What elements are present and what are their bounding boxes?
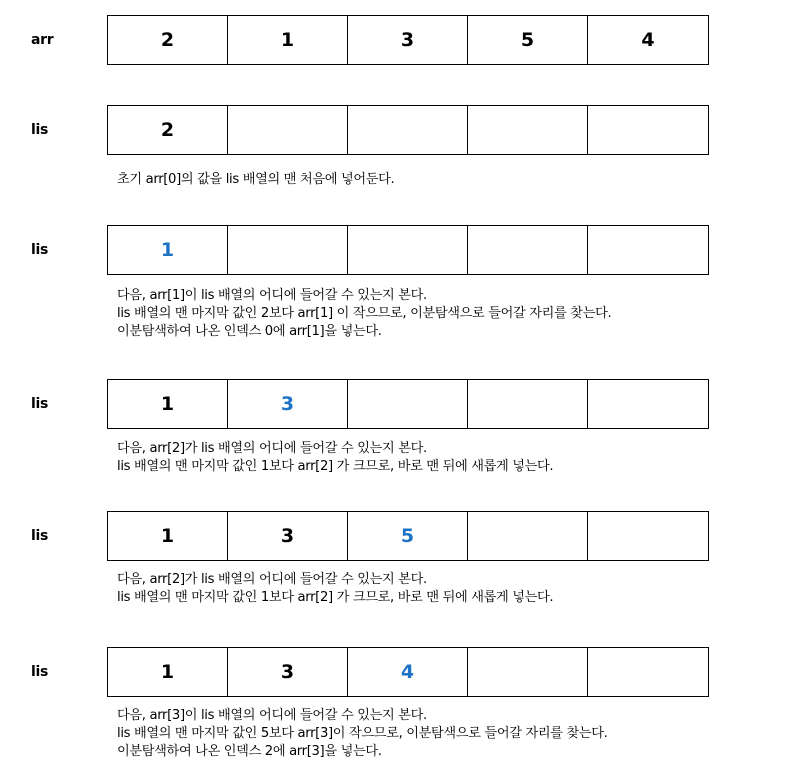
row-label: lis: [31, 122, 49, 138]
array-cell: [468, 226, 588, 274]
array-cell: [588, 380, 708, 428]
step-note: [117, 171, 394, 189]
step-row-arr: [0, 15, 786, 65]
array-cell: 1: [108, 226, 228, 274]
array-cell: 1: [228, 16, 348, 64]
array-cell: 3: [348, 16, 468, 64]
note-line: 다음, arr[1]이 lis 배열의 어디에 들어갈 수 있는지 본다.: [117, 288, 427, 303]
array-cell: 3: [228, 512, 348, 560]
array-box: [107, 511, 709, 561]
step-note: [117, 287, 611, 341]
step-row-lis-3: [0, 379, 786, 429]
row-label: lis: [31, 664, 49, 680]
array-cell: [468, 512, 588, 560]
array-box: [107, 379, 709, 429]
array-cell: [588, 512, 708, 560]
array-cell: [468, 648, 588, 696]
array-cell: 5: [468, 16, 588, 64]
array-cell: [348, 106, 468, 154]
step-note: [117, 707, 607, 761]
note-line: 초기 arr[0]의 값을 lis 배열의 맨 처음에 넣어둔다.: [117, 172, 395, 187]
array-cell: 3: [228, 380, 348, 428]
array-cell: 4: [641, 29, 655, 51]
note-line: 이분탐색하여 나온 인덱스 2에 arr[3]을 넣는다.: [117, 744, 382, 759]
step-row-lis-1: [0, 105, 786, 155]
array-cell: 5: [348, 512, 468, 560]
array-box: [107, 105, 709, 155]
note-line: 이분탐색하여 나온 인덱스 0에 arr[1]을 넣는다.: [117, 324, 382, 339]
array-cell: [468, 106, 588, 154]
array-cell: [348, 226, 468, 274]
array-box: [107, 225, 709, 275]
array-cell: [228, 106, 348, 154]
array-cell: 2: [108, 16, 228, 64]
array-box: [107, 15, 709, 65]
step-note: [117, 440, 553, 476]
note-line: 다음, arr[2]가 lis 배열의 어디에 들어갈 수 있는지 본다.: [117, 441, 427, 456]
note-line: 다음, arr[2]가 lis 배열의 어디에 들어갈 수 있는지 본다.: [117, 572, 427, 587]
array-cell: [468, 380, 588, 428]
note-line: lis 배열의 맨 마지막 값인 2보다 arr[1] 이 작으므로, 이분탐색으로 들어갈 자리를 찾는다.: [117, 306, 612, 321]
array-cell: [348, 380, 468, 428]
step-row-lis-5: [0, 647, 786, 697]
array-box: [107, 647, 709, 697]
array-cell: 1: [108, 512, 228, 560]
array-cell: [588, 648, 708, 696]
array-cell: 3: [228, 648, 348, 696]
note-line: lis 배열의 맨 마지막 값인 1보다 arr[2] 가 크므로, 바로 맨 뒤에 새롭게 넣는다.: [117, 590, 554, 605]
note-line: lis 배열의 맨 마지막 값인 5보다 arr[3]이 작으므로, 이분탐색으로 들어갈 자리를 찾는다.: [117, 726, 608, 741]
step-row-lis-2: [0, 225, 786, 275]
row-label: lis: [31, 396, 49, 412]
step-note: [117, 571, 553, 607]
array-cell: [228, 226, 348, 274]
array-cell: 1: [108, 380, 228, 428]
array-cell: [588, 106, 708, 154]
row-label: lis: [31, 242, 49, 258]
note-line: 다음, arr[3]이 lis 배열의 어디에 들어갈 수 있는지 본다.: [117, 708, 427, 723]
row-label: lis: [31, 528, 49, 544]
array-cell: 4: [348, 648, 468, 696]
array-cell: 2: [108, 106, 228, 154]
step-row-lis-4: [0, 511, 786, 561]
array-cell: 1: [108, 648, 228, 696]
row-label: arr: [31, 32, 54, 48]
note-line: lis 배열의 맨 마지막 값인 1보다 arr[2] 가 크므로, 바로 맨 뒤에 새롭게 넣는다.: [117, 459, 554, 474]
array-cell: [588, 226, 708, 274]
